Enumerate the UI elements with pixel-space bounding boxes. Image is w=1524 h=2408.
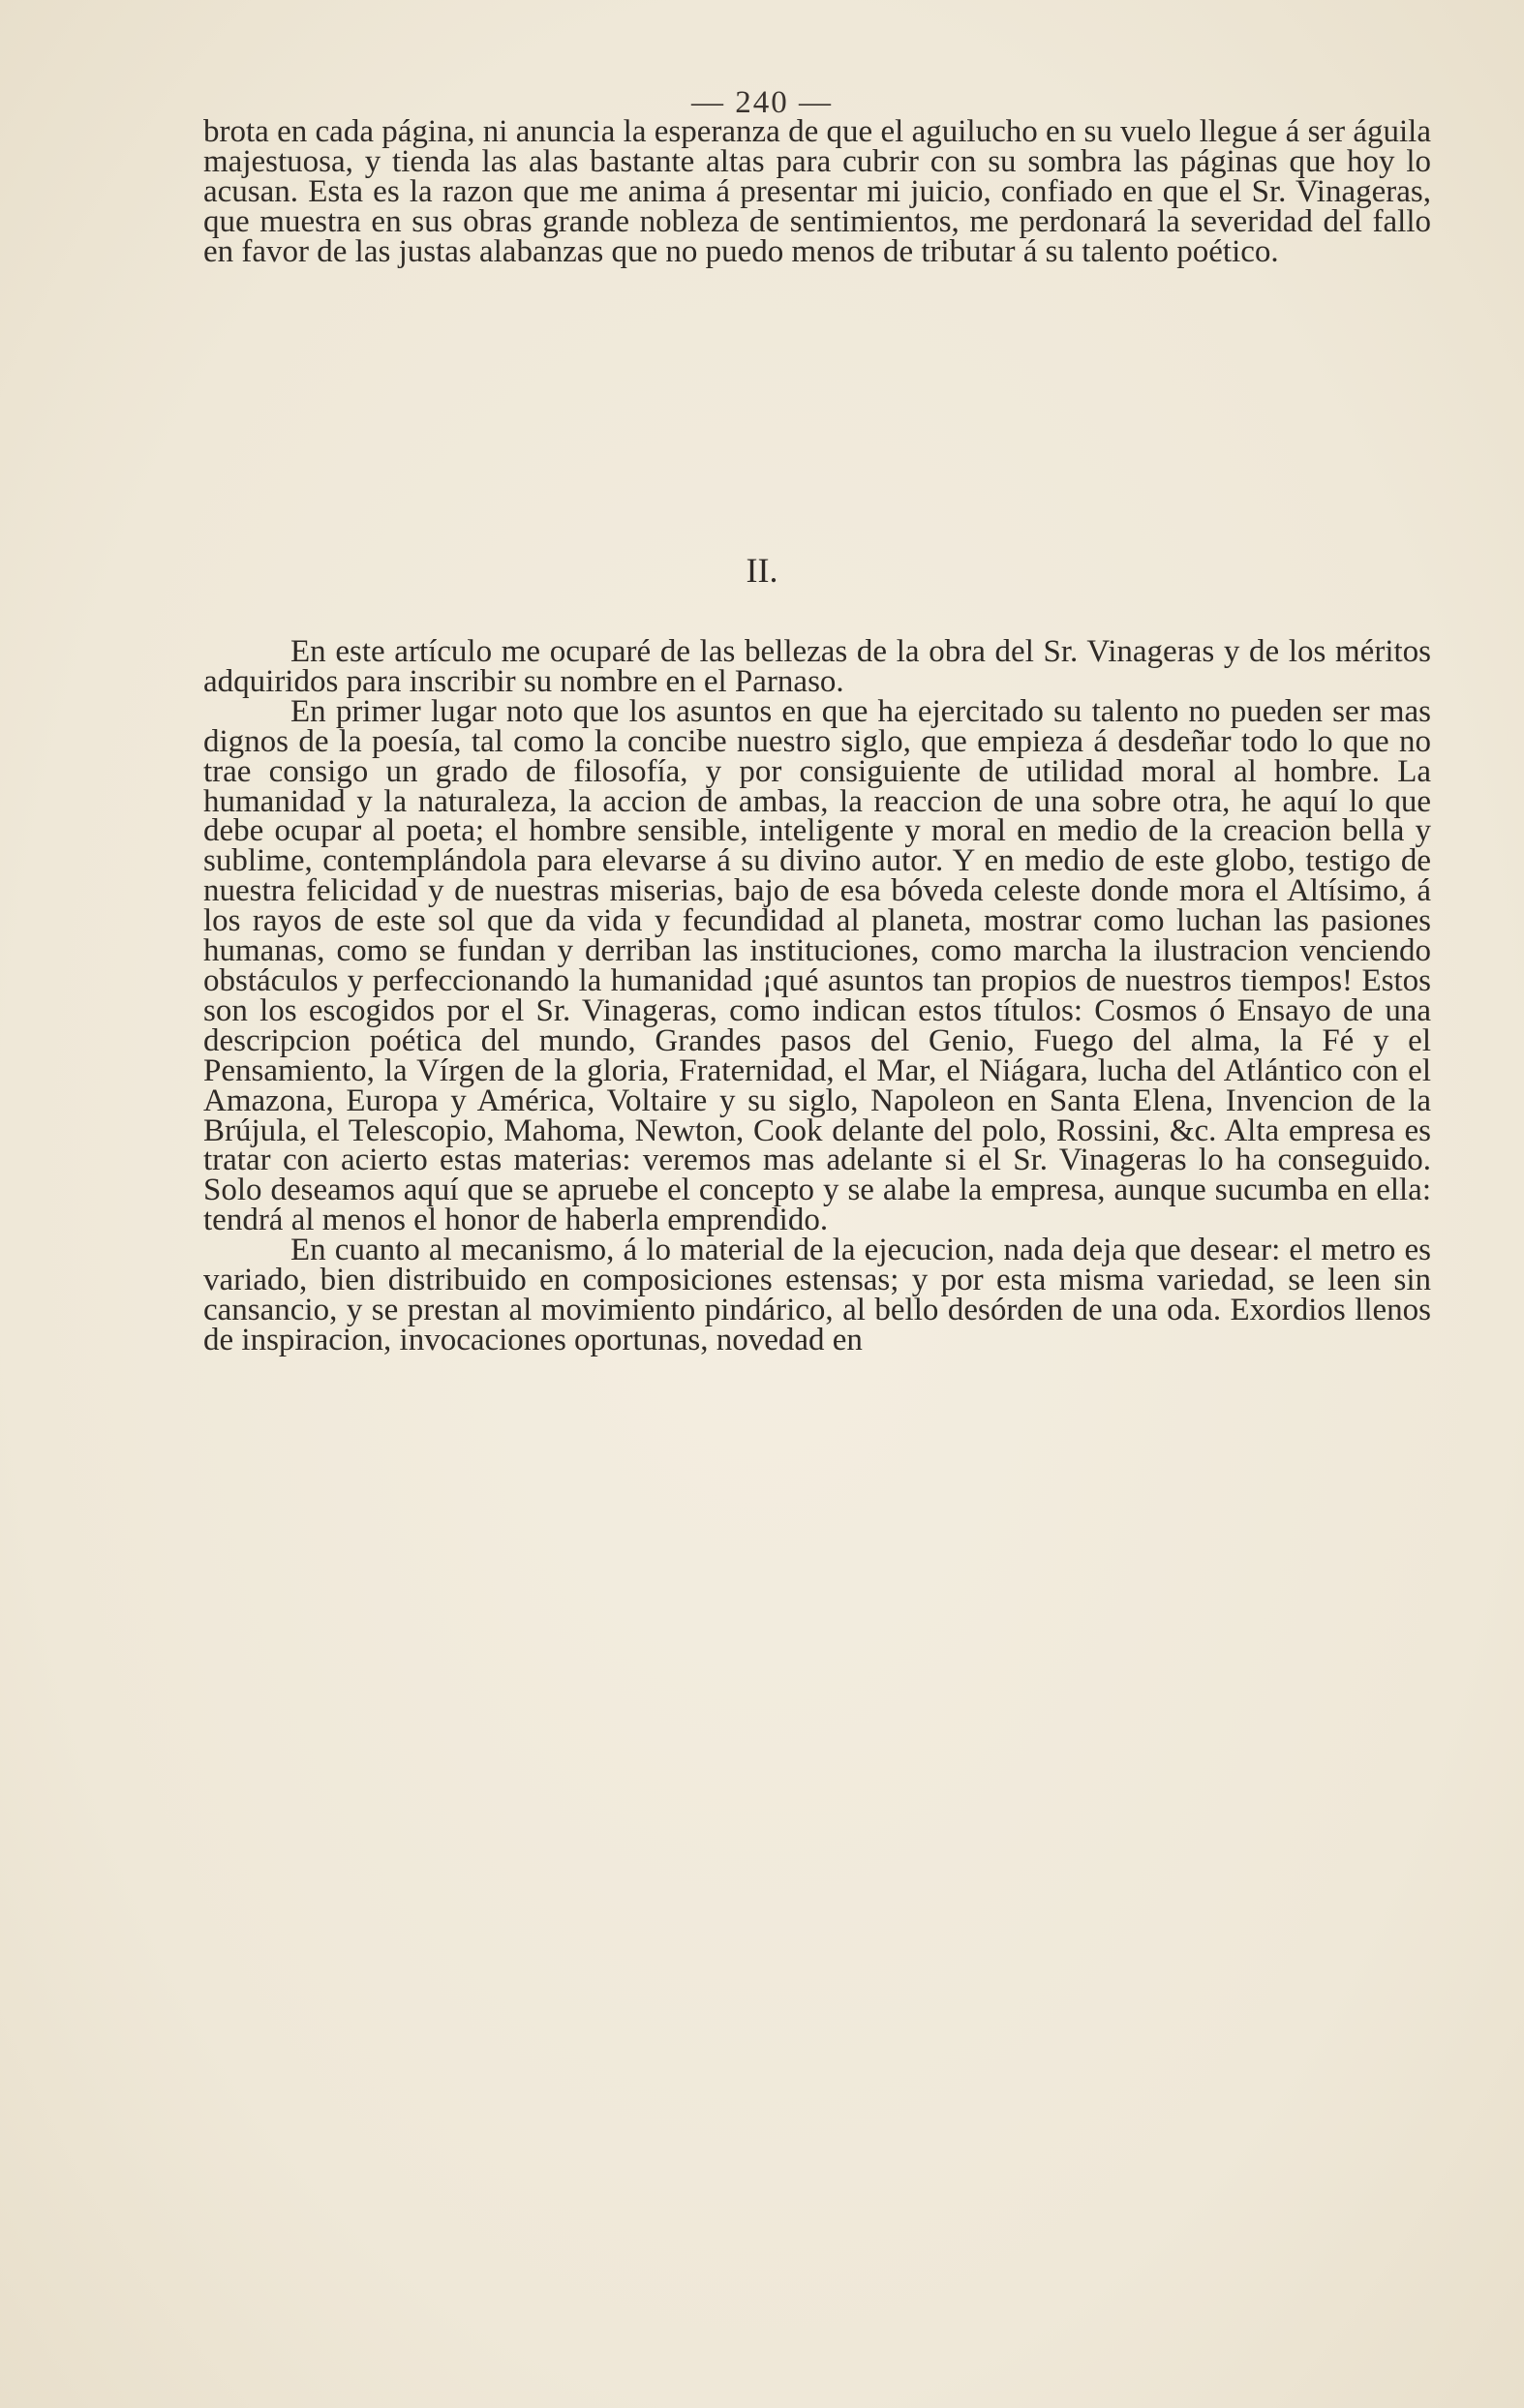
text-block-top <box>203 114 1431 269</box>
section-heading: II. <box>746 551 778 590</box>
text-block-bottom <box>203 634 1431 1357</box>
paragraph: En este artículo me ocuparé de las bellezas de la obra del Sr. Vinageras y de los méritos adquiridos para inscribir su nombre en el Parnaso. <box>203 634 1431 699</box>
paragraph: En primer lugar noto que los asuntos en que ha ejercitado su talento no pueden ser mas dignos de la poesía, tal como la concibe nuestro siglo, que empieza á desdeñar todo lo que no trae consigo un grado de filosofía, y por consiguiente de utilidad moral al hombre. La humanidad y la naturaleza, la accion de ambas, la reaccion de una sobre otra, he aquí lo que debe ocupar al poeta; el hombre sensible, inteligente y moral en medio de la creacion bella y sublime, contemplándola para elevarse á su divino autor. Y en medio de este globo, testigo de nuestra felicidad y de nuestras miserias, bajo de esa bóveda celeste donde mora el Altísimo, á los rayos de este sol que da vida y fecundidad al planeta, mostrar como luchan las pasiones humanas, como se fundan y derriban las instituciones, como marcha la ilustracion venciendo obstáculos y perfeccionando la humanidad ¡qué asuntos tan propios de nuestros tiempos! Estos son los escogidos por el Sr. Vinageras, como indican estos títulos: Cosmos ó Ensayo de una descripcion poética del mundo, Grandes pasos del Genio, Fuego del alma, la Fé y el Pensamiento, la Vírgen de la gloria, Fraternidad, el Mar, el Niágara, lucha del Atlántico con el Amazona, Europa y América, Voltaire y su siglo, Napoleon en Santa Elena, Invencion de la Brújula, el Telescopio, Mahoma, Newton, Cook delante del polo, Rossini, &c. Alta empresa es tratar con acierto estas materias: veremos mas adelante si el Sr. Vinageras lo ha conseguido. Solo deseamos aquí que se apruebe el concepto y se alabe la empresa, aunque sucumba en ella: tendrá al menos el honor de haberla emprendido. <box>203 693 1431 1238</box>
paragraph: En cuanto al mecanismo, á lo material de la ejecucion, nada deja que desear: el metro es variado, bien distribuido en composiciones estensas; y por esta misma variedad, se leen sin cansancio, y se prestan al movimiento pindárico, al bello desórden de una oda. Exordios llenos de inspiracion, invocaciones oportunas, novedad en <box>203 1233 1431 1357</box>
page-number: — 240 — <box>691 85 833 120</box>
paragraph: brota en cada página, ni anuncia la esperanza de que el aguilucho en su vuelo llegue á ser águila majestuosa, y tienda las alas bastante altas para cubrir con su sombra las páginas que hoy lo acusan. Esta es la razon que me anima á presentar mi juicio, confiado en que el Sr. Vinageras, que muestra en sus obras grande nobleza de sentimientos, me perdonará la severidad del fallo en favor de las justas alabanzas que no puedo menos de tributar á su talento poético. <box>203 114 1431 269</box>
